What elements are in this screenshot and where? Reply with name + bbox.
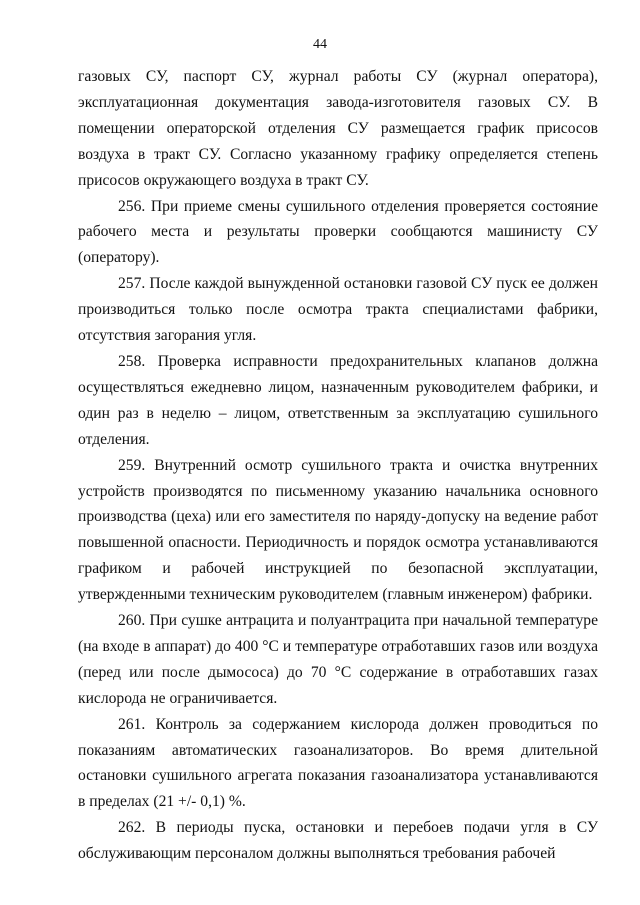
paragraph-258: 258. Проверка исправности предохранительных клапанов должна осуществляться ежедневно лицом, назначенным руководителем фабрики, и один раз в неделю – лицом, ответственным за эксплуатацию сушильного отделения.	[78, 352, 598, 448]
page-number: 44	[313, 37, 327, 52]
paragraph-260: 260. При сушке антрацита и полуантрацита при начальной температуре (на входе в аппарат) до 400 °С и температуре отработавших газов или воздуха (перед или после дымососа) до 70 °С содержание в отработавших газах кислорода не ограничивается.	[78, 612, 598, 707]
paragraph-262: 262. В периоды пуска, остановки и перебоев подачи угля в СУ обслуживающим персоналом должны выполняться требования рабочей	[78, 819, 598, 863]
paragraph-261: 261. Контроль за содержанием кислорода должен проводиться по показаниям автоматических газоанализаторов. Во время длительной остановки сушильного агрегата показания газоанализатора устанавливаются в пределах (21 +/- 0,1) %.	[78, 715, 598, 811]
paragraph-257: 257. После каждой вынужденной остановки газовой СУ пуск ее должен производиться только после осмотра тракта специалистами фабрики, отсутствия загорания угля.	[78, 275, 598, 345]
paragraph-256: 256. При приеме смены сушильного отделения проверяется состояние рабочего места и результаты проверки сообщаются машинисту СУ (оператору).	[78, 197, 598, 267]
paragraph-259: 259. Внутренний осмотр сушильного тракта и очистка внутренних устройств производятся по письменному указанию начальника основного производства (цеха) или его заместителя по наряду-допуску на ведение работ повышенной опасности. Периодичность и порядок осмотра устанавливаются графиком и рабочей инструкцией по безопасной эксплуатации, утвержденными техническим руководителем (главным инженером) фабрики.	[78, 456, 598, 604]
paragraph-continuation: газовых СУ, паспорт СУ, журнал работы СУ (журнал оператора), эксплуатационная документация завода-изготовителя газовых СУ. В помещении операторской отделения СУ размещается график присосов воздуха в тракт СУ. Согласно указанному графику определяется степень присосов окружающего воздуха в тракт СУ.	[78, 68, 598, 189]
document-body	[78, 64, 598, 867]
